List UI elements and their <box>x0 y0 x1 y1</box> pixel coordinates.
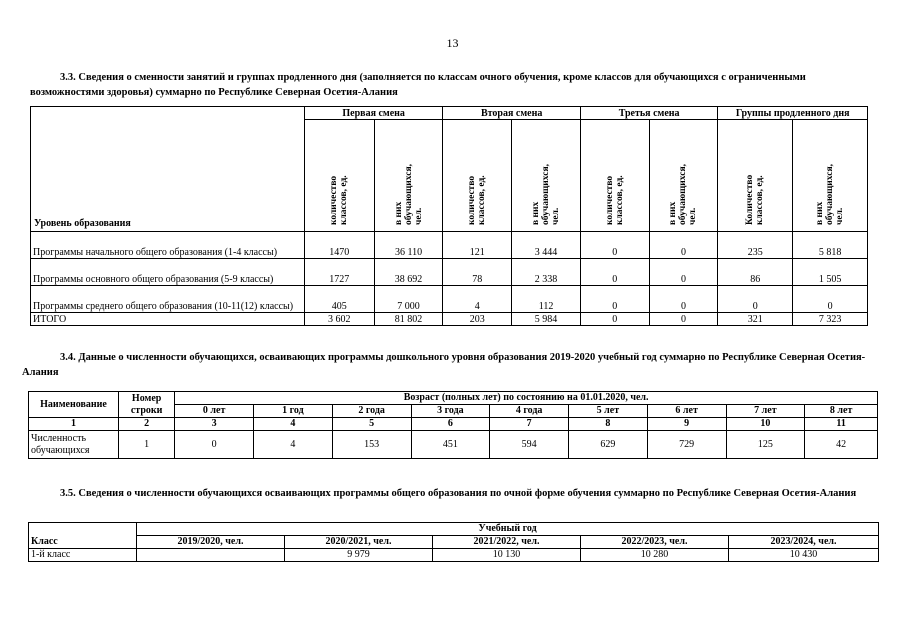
cell: 3 444 <box>512 232 581 259</box>
col-number: 9 <box>647 418 726 431</box>
subheader: количество классов, ед. <box>329 175 350 225</box>
cell: 7 323 <box>793 313 868 326</box>
year-col: 2023/2024, чел. <box>729 536 879 549</box>
row-header: Уровень образования <box>31 107 305 232</box>
total-row <box>31 313 868 326</box>
cell <box>137 549 285 562</box>
col-number: 6 <box>411 418 490 431</box>
age-col: 1 год <box>254 405 333 418</box>
row-name: 1-й класс <box>29 549 137 562</box>
row-name: Программы начального общего образования (1-4 классы) <box>31 232 305 259</box>
cell: 203 <box>443 313 512 326</box>
cell: 42 <box>805 431 878 459</box>
table-row <box>29 549 879 562</box>
table-row <box>31 232 868 259</box>
line-header: Номер строки <box>119 392 175 418</box>
column-number-row <box>29 418 878 431</box>
year-col: 2021/2022, чел. <box>433 536 581 549</box>
cell: 10 130 <box>433 549 581 562</box>
cell: 729 <box>647 431 726 459</box>
col-number: 5 <box>332 418 411 431</box>
cell: 0 <box>793 286 868 313</box>
table-row <box>31 259 868 286</box>
age-col: 3 года <box>411 405 490 418</box>
subheader: количество классов, ед. <box>604 175 625 225</box>
year-col: 2019/2020, чел. <box>137 536 285 549</box>
cell: 125 <box>726 431 805 459</box>
year-header: Учебный год <box>137 523 879 536</box>
page-number: 13 <box>446 36 459 50</box>
shift-table <box>30 106 868 326</box>
group-header: Группы продленного дня <box>718 107 868 120</box>
row-name: Программы среднего общего образования (10-11(12) классы) <box>31 286 305 313</box>
cell: 2 338 <box>512 259 581 286</box>
name-header: Наименование <box>29 392 119 418</box>
cell: 1727 <box>304 259 374 286</box>
cell: 36 110 <box>374 232 443 259</box>
section-3-5-heading: 3.5. Сведения о численности обучающихся осваивающих программы общего образования по очной форме обучения суммарно по Республике Северная Осетия-Алания <box>60 488 857 499</box>
year-col: 2020/2021, чел. <box>285 536 433 549</box>
col-number: 4 <box>254 418 333 431</box>
cell: 0 <box>649 259 718 286</box>
table-row <box>31 286 868 313</box>
cell: 0 <box>718 286 793 313</box>
age-col: 5 лет <box>569 405 648 418</box>
cell: 0 <box>580 286 649 313</box>
cell: 121 <box>443 232 512 259</box>
age-col: 7 лет <box>726 405 805 418</box>
cell: 0 <box>649 313 718 326</box>
age-col: 6 лет <box>647 405 726 418</box>
cell: 451 <box>411 431 490 459</box>
col-number: 8 <box>569 418 648 431</box>
cell: 86 <box>718 259 793 286</box>
class-header: Класс <box>29 523 137 549</box>
cell: 112 <box>512 286 581 313</box>
row-name: ИТОГО <box>31 313 305 326</box>
subheader: Количество классов, ед. <box>745 174 766 225</box>
age-col: 0 лет <box>175 405 254 418</box>
cell: 81 802 <box>374 313 443 326</box>
cell: 0 <box>580 232 649 259</box>
cell: 405 <box>304 286 374 313</box>
cell: 594 <box>490 431 569 459</box>
cell: 629 <box>569 431 648 459</box>
subheader: в них обучающихся, чел. <box>393 164 424 225</box>
age-header: Возраст (полных лет) по состоянию на 01.01.2020, чел. <box>175 392 878 405</box>
cell: 0 <box>175 431 254 459</box>
col-number: 11 <box>805 418 878 431</box>
subheader: в них обучающихся, чел. <box>668 164 699 225</box>
cell: 10 430 <box>729 549 879 562</box>
cell: 153 <box>332 431 411 459</box>
age-col: 4 года <box>490 405 569 418</box>
cell: 7 000 <box>374 286 443 313</box>
row-name: Численность обучающихся <box>29 431 119 459</box>
cell: 0 <box>580 313 649 326</box>
row-name: Программы основного общего образования (5-9 классы) <box>31 259 305 286</box>
cell: 3 602 <box>304 313 374 326</box>
year-col: 2022/2023, чел. <box>581 536 729 549</box>
preschool-table <box>28 391 878 459</box>
col-number: 2 <box>119 418 175 431</box>
cell: 0 <box>649 232 718 259</box>
age-col: 8 лет <box>805 405 878 418</box>
subheader: количество классов, ед. <box>467 175 488 225</box>
cell: 38 692 <box>374 259 443 286</box>
group-header: Третья смена <box>580 107 717 120</box>
group-header: Первая смена <box>304 107 442 120</box>
subheader: в них обучающихся, чел. <box>815 164 846 225</box>
cell: 9 979 <box>285 549 433 562</box>
cell: 1 <box>119 431 175 459</box>
cell: 4 <box>443 286 512 313</box>
table-row <box>29 431 878 459</box>
cell: 321 <box>718 313 793 326</box>
age-col: 2 года <box>332 405 411 418</box>
cell: 1 505 <box>793 259 868 286</box>
col-number: 3 <box>175 418 254 431</box>
col-number: 7 <box>490 418 569 431</box>
section-3-3-heading: 3.3. Сведения о сменности занятий и группах продленного дня (заполняется по классам очного обучения, кроме классов для обучающихся с ограниченными возможностями здоровья) суммарно по Республике Северная Осетия-Алания <box>30 72 806 98</box>
col-number: 1 <box>29 418 119 431</box>
cell: 4 <box>254 431 333 459</box>
group-header: Вторая смена <box>443 107 580 120</box>
cell: 0 <box>580 259 649 286</box>
cell: 235 <box>718 232 793 259</box>
subheader: в них обучающихся, чел. <box>531 164 561 225</box>
cell: 5 818 <box>793 232 868 259</box>
cell: 10 280 <box>581 549 729 562</box>
col-number: 10 <box>726 418 805 431</box>
cell: 1470 <box>304 232 374 259</box>
cell: 5 984 <box>512 313 581 326</box>
cell: 78 <box>443 259 512 286</box>
section-3-4-heading: 3.4. Данные о численности обучающихся, осваивающих программы дошкольного уровня образования 2019-2020 учебный год суммарно по Республике Северная Осетия-Алания <box>22 352 866 378</box>
enrollment-table <box>28 522 879 562</box>
cell: 0 <box>649 286 718 313</box>
